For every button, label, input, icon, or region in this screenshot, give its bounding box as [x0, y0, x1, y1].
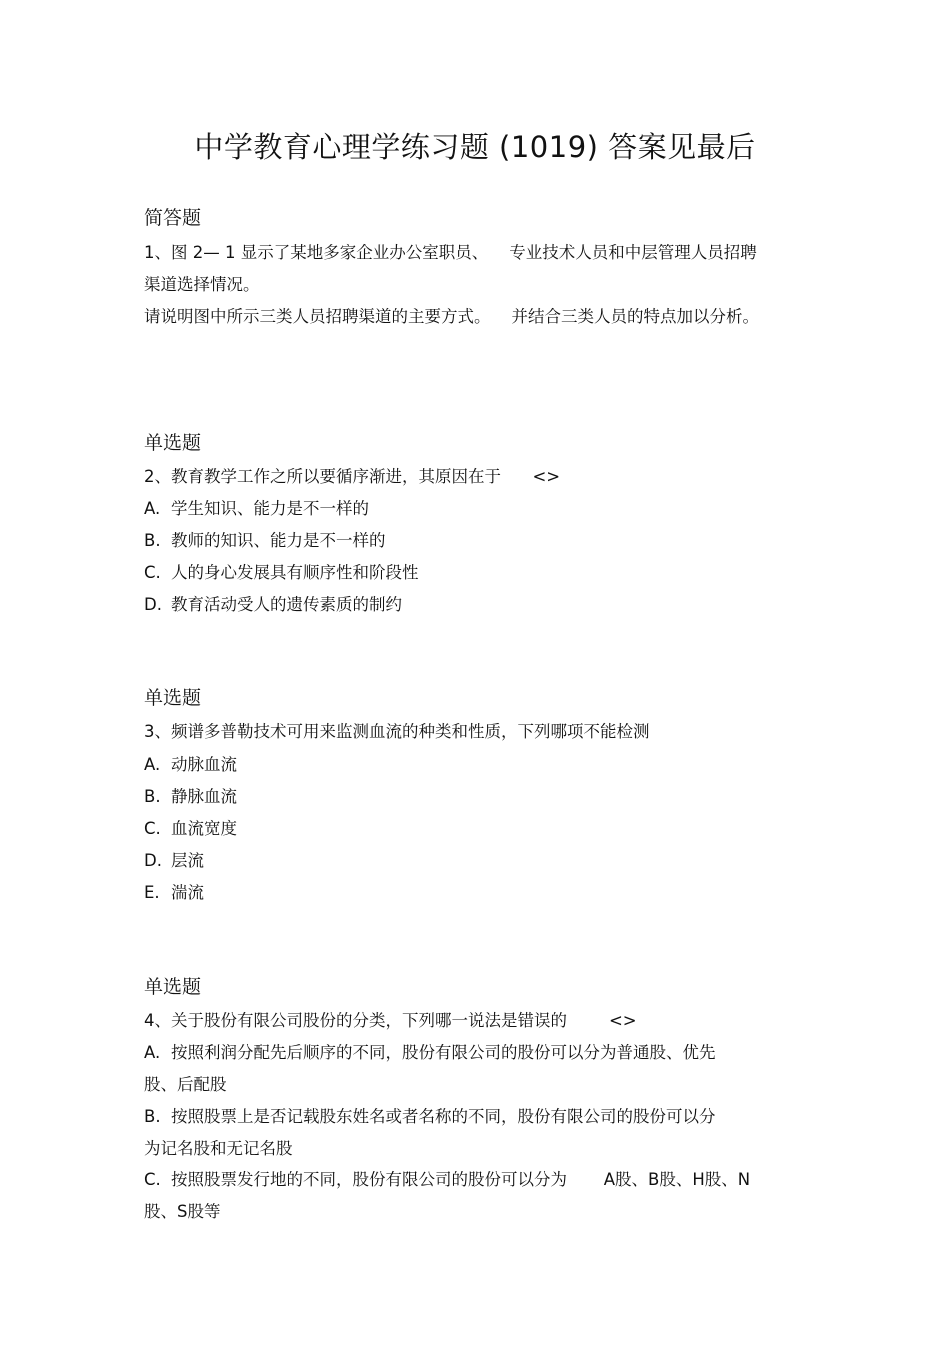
q3-option-c	[144, 815, 237, 839]
q3-option-d	[144, 847, 204, 871]
q4-option-a	[144, 1039, 716, 1063]
document-title: 中学教育心理学练习题 (1019) 答案见最后	[194, 130, 756, 164]
option-letter: B.	[144, 787, 161, 806]
option-letter: C.	[144, 819, 161, 838]
q2-option-b	[144, 527, 386, 551]
q4-option-b-continued: 为记名股和无记名股	[144, 1139, 293, 1158]
q1-line-2: 渠道选择情况。	[144, 275, 260, 294]
section-heading-q3: 单选题	[144, 687, 202, 709]
q3-option-e	[144, 879, 204, 903]
option-letter: E.	[144, 883, 160, 902]
option-text: 学生知识、能力是不一样的	[171, 499, 369, 518]
section-heading-q4: 单选题	[144, 976, 202, 998]
option-letter: A.	[144, 1043, 161, 1062]
option-letter: D.	[144, 851, 162, 870]
option-text: 教育活动受人的遗传素质的制约	[171, 595, 402, 614]
section-heading-q1: 简答题	[144, 207, 202, 229]
q2-option-c	[144, 559, 419, 583]
option-text: 按照股票发行地的不同，股份有限公司的股份可以分为 A股、B股、H股、N	[171, 1170, 751, 1189]
option-text: 层流	[171, 851, 204, 870]
q3-option-b	[144, 783, 237, 807]
q4-option-b	[144, 1103, 716, 1127]
option-text: 教师的知识、能力是不一样的	[171, 531, 386, 550]
option-letter: D.	[144, 595, 162, 614]
option-text: 动脉血流	[171, 755, 237, 774]
option-letter: A.	[144, 499, 161, 518]
option-letter: A.	[144, 755, 161, 774]
option-text: 静脉血流	[171, 787, 237, 806]
q4-option-c	[144, 1166, 750, 1190]
option-text: 血流宽度	[171, 819, 237, 838]
q3-option-a	[144, 751, 237, 775]
option-letter: B.	[144, 531, 161, 550]
q4-option-c-continued: 股、S股等	[144, 1202, 221, 1221]
q2-stem: 2、教育教学工作之所以要循序渐进，其原因在于 <>	[144, 467, 561, 486]
q3-stem: 3、频谱多普勒技术可用来监测血流的种类和性质，下列哪项不能检测	[144, 722, 650, 741]
q4-option-a-continued: 股、后配股	[144, 1075, 227, 1094]
q1-line-1: 1、图 2— 1 显示了某地多家企业办公室职员、 专业技术人员和中层管理人员招聘	[144, 243, 757, 262]
q4-stem: 4、关于股份有限公司股份的分类，下列哪一说法是错误的 <>	[144, 1011, 637, 1030]
q2-option-d	[144, 591, 402, 615]
q1-line-3: 请说明图中所示三类人员招聘渠道的主要方式。 并结合三类人员的特点加以分析。	[144, 307, 759, 326]
option-text: 湍流	[171, 883, 204, 902]
option-text: 人的身心发展具有顺序性和阶段性	[171, 563, 419, 582]
option-letter: B.	[144, 1107, 161, 1126]
option-text: 按照利润分配先后顺序的不同，股份有限公司的股份可以分为普通股、优先	[171, 1043, 716, 1062]
option-letter: C.	[144, 563, 161, 582]
option-text: 按照股票上是否记载股东姓名或者名称的不同，股份有限公司的股份可以分	[171, 1107, 716, 1126]
section-heading-q2: 单选题	[144, 432, 202, 454]
q2-option-a	[144, 495, 369, 519]
option-letter: C.	[144, 1170, 161, 1189]
